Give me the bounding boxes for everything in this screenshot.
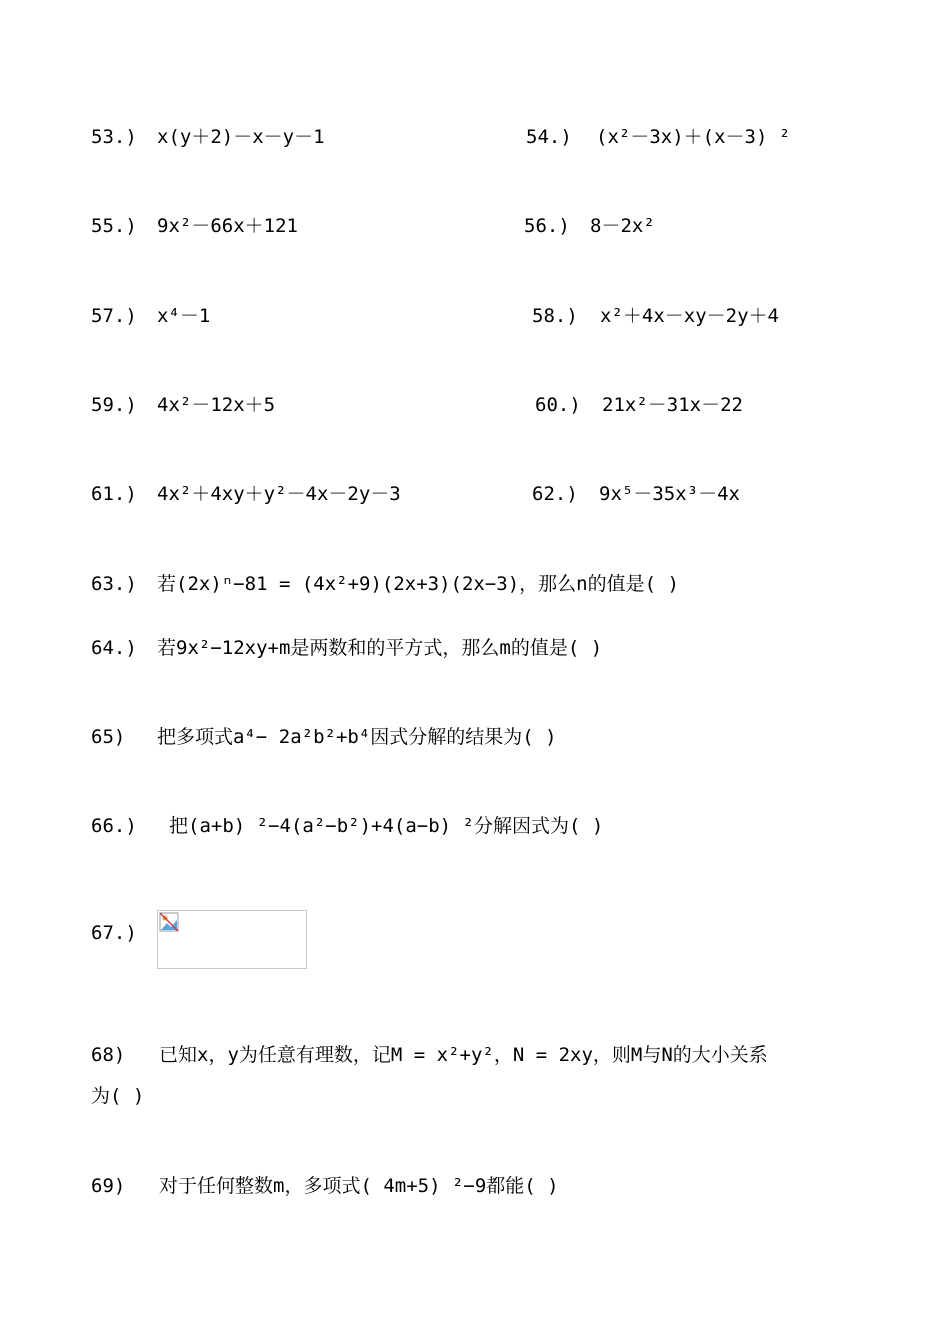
problem-63-text: 若(2x)ⁿ−81 = (4x²+9)(2x+3)(2x−3)，那么n的值是( ): [157, 573, 679, 595]
problem-55-number: 55.): [91, 215, 137, 237]
problem-68-text-cont: 为( ): [91, 1085, 145, 1107]
problem-63-number: 63.): [91, 573, 137, 595]
problem-64-number: 64.): [91, 637, 137, 659]
problem-69-text: 对于任何整数m，多项式( 4m+5) ²−9都能( ): [159, 1175, 559, 1197]
problem-62-number: 62.): [532, 483, 578, 505]
problem-60-text: 21x²－31x－22: [602, 394, 743, 416]
problem-55-text: 9x²－66x＋121: [157, 215, 298, 237]
problem-64-text: 若9x²−12xy+m是两数和的平方式，那么m的值是( ): [157, 637, 603, 659]
problem-67-image: [157, 910, 307, 969]
problem-58-text: x²＋4x－xy－2y＋4: [600, 305, 779, 327]
problem-58-number: 58.): [532, 305, 578, 327]
problem-69-number: 69): [91, 1175, 126, 1197]
broken-image-icon: [159, 912, 179, 932]
problem-57-number: 57.): [91, 305, 137, 327]
problem-56-text: 8－2x²: [590, 215, 655, 237]
problem-59-number: 59.): [91, 394, 137, 416]
problem-62-text: 9x⁵－35x³－4x: [599, 483, 740, 505]
problem-68-text: 已知x，y为任意有理数，记M = x²+y²，N = 2xy，则M与N的大小关系: [159, 1044, 768, 1066]
problem-54-number: 54.): [526, 126, 572, 148]
problem-66-text: 把(a+b) ²−4(a²−b²)+4(a−b) ²分解因式为( ): [169, 815, 604, 837]
problem-61-text: 4x²＋4xy＋y²－4x－2y－3: [157, 483, 401, 505]
problem-66-number: 66.): [91, 815, 137, 837]
problem-61-number: 61.): [91, 483, 137, 505]
problem-65-text: 把多项式a⁴− 2a²b²+b⁴因式分解的结果为( ): [157, 726, 557, 748]
problem-59-text: 4x²－12x＋5: [157, 394, 276, 416]
problem-68-number: 68): [91, 1044, 126, 1066]
problem-65-number: 65): [91, 726, 126, 748]
problem-60-number: 60.): [535, 394, 581, 416]
problem-53-text: x(y＋2)－x－y－1: [157, 126, 325, 148]
problem-57-text: x⁴－1: [157, 305, 211, 327]
problem-54-text: (x²－3x)＋(x－3) ²: [596, 126, 791, 148]
problem-56-number: 56.): [524, 215, 570, 237]
problem-53-number: 53.): [91, 126, 137, 148]
problem-67-number: 67.): [91, 922, 137, 944]
